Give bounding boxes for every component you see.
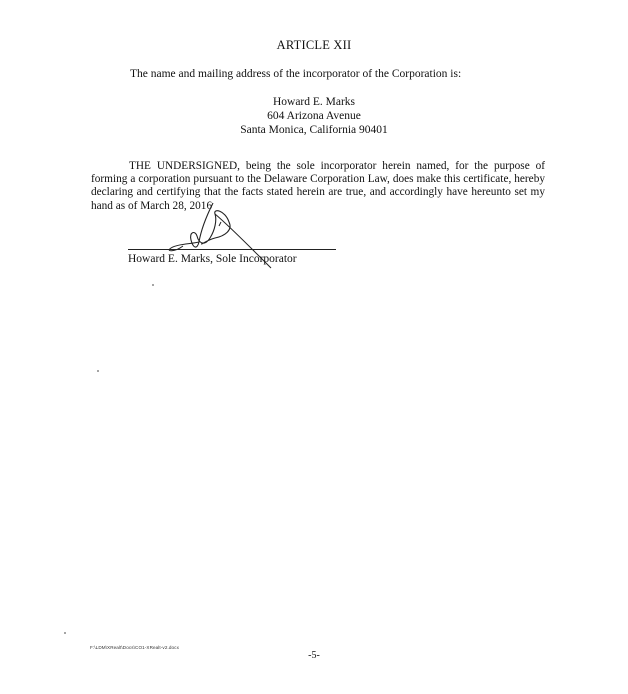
scan-speck xyxy=(97,370,99,372)
incorporator-address xyxy=(0,95,628,137)
certification-text: , being the sole incorporator herein named, for the purpose of forming a corporation pursuant to the Delaware Corporation Law, does make this certificate, hereby declaring and certifying that the facts stated herein are true, and accordingly have hereunto set my hand as of March 28, 2016 xyxy=(91,160,545,212)
signature-line xyxy=(128,249,336,250)
address-city: Santa Monica, California 90401 xyxy=(240,124,388,136)
address-street: 604 Arizona Avenue xyxy=(267,110,361,122)
intro-paragraph: The name and mailing address of the incorporator of the Corporation is: xyxy=(130,68,462,80)
article-heading: ARTICLE XII xyxy=(276,38,352,52)
page-number: -5- xyxy=(308,650,320,661)
scan-speck xyxy=(152,284,154,286)
signature-caption: Howard E. Marks, Sole Incorporator xyxy=(128,253,297,265)
certification-lead: THE UNDERSIGNED xyxy=(129,160,238,172)
scan-speck xyxy=(64,632,66,634)
footer-file-path: F:\LDM\XRealt\Docs\CO1-XRealt-v2.docx xyxy=(90,645,179,650)
address-name: Howard E. Marks xyxy=(272,96,356,108)
